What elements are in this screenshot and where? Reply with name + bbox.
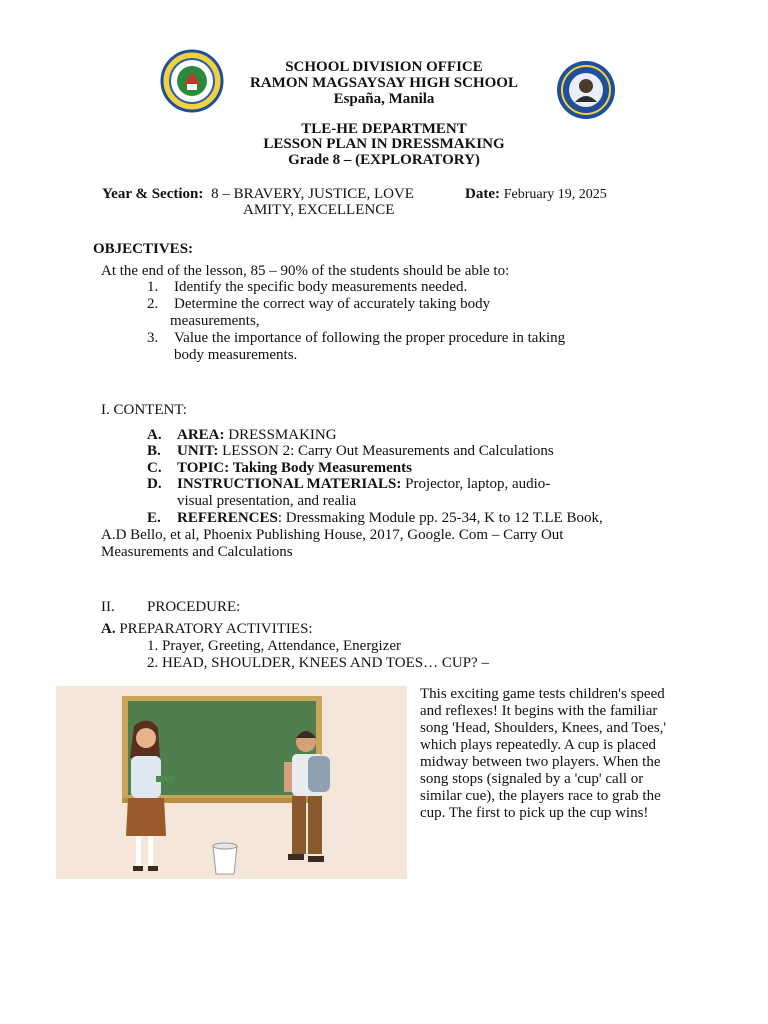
header-location: España, Manila [333,91,435,107]
content-topic [147,460,412,477]
content-references [147,510,603,527]
content-unit [147,443,554,460]
classroom-illustration [56,686,407,879]
content-materials-key: INSTRUCTIONAL MATERIALS: [177,476,402,492]
objective-item-text-cont: measurements, [170,313,260,329]
content-references-key: REFERENCES [177,510,278,526]
content-materials-value: Projector, laptop, audio- [401,476,551,492]
objectives-intro: At the end of the lesson, 85 – 90% of the students should be able to: [101,263,510,279]
objective-item-text: Value the importance of following the proper procedure in taking [174,330,566,346]
content-area-label: A. [147,427,162,443]
game-description: This exciting game tests children's speed and reflexes! It begins with the familiar song 'Head, Shoulders, Knees, and Toes,' which plays repeatedly. A cup is placed midway between two players. When the song stops (signaled by a 'cup' call or similar cue), the players race to grab the cup. The first to pick up the cup wins! [420,686,667,821]
content-materials-label: D. [147,476,162,492]
header-grade: Grade 8 – (EXPLORATORY) [288,152,480,168]
date-field [465,186,607,203]
procedure-item: 2. HEAD, SHOULDER, KNEES AND TOES… CUP? – [147,655,489,671]
content-unit-key: UNIT: [177,443,219,459]
objective-item-text-cont: body measurements. [174,347,298,363]
content-references-line3: Measurements and Calculations [101,544,293,560]
procedure-number: II. [101,599,115,615]
content-heading: I. CONTENT: [101,402,187,418]
content-materials [147,476,550,493]
content-topic-key: TOPIC: Taking Body Measurements [177,460,412,476]
procedure-item: 1. Prayer, Greeting, Attendance, Energizer [147,638,402,654]
year-section-value-2: AMITY, EXCELLENCE [243,202,395,218]
content-unit-label: B. [147,443,161,459]
header-department: TLE-HE DEPARTMENT [301,121,467,137]
objective-item-number: 3. [147,330,159,346]
header-school: RAMON MAGSAYSAY HIGH SCHOOL [250,75,518,91]
header-lesson-plan: LESSON PLAN IN DRESSMAKING [263,136,505,152]
preparatory-text: PREPARATORY ACTIVITIES: [115,621,313,637]
objective-item-number: 2. [147,296,159,312]
content-references-line2: A.D Bello, et al, Phoenix Publishing House, 2017, Google. Com – Carry Out [101,527,564,543]
content-area-key: AREA: [177,427,225,443]
date-label: Date: [465,186,500,202]
objective-item-number: 1. [147,279,159,295]
header-office: SCHOOL DIVISION OFFICE [285,59,483,75]
preparatory-label: A. [101,621,116,637]
content-unit-value: LESSON 2: Carry Out Measurements and Calculations [218,443,554,459]
content-references-label: E. [147,510,161,526]
objectives-heading: OBJECTIVES: [93,241,194,257]
content-references-value: : Dressmaking Module pp. 25-34, K to 12 T.LE Book, [277,510,603,526]
date-value: February 19, 2025 [503,187,607,202]
procedure-heading: PROCEDURE: [147,599,241,615]
content-topic-label: C. [147,460,162,476]
objective-item-text: Determine the correct way of accurately taking body [174,296,491,312]
year-section-value: 8 – BRAVERY, JUSTICE, LOVE [211,186,414,202]
objective-item-text: Identify the specific body measurements needed. [174,279,468,295]
content-area-value: DRESSMAKING [224,427,337,443]
content-area [147,427,337,444]
content-materials-value-cont: visual presentation, and realia [177,493,357,509]
year-section [102,186,414,203]
preparatory-activities [101,621,313,638]
year-section-label: Year & Section: [102,186,204,202]
